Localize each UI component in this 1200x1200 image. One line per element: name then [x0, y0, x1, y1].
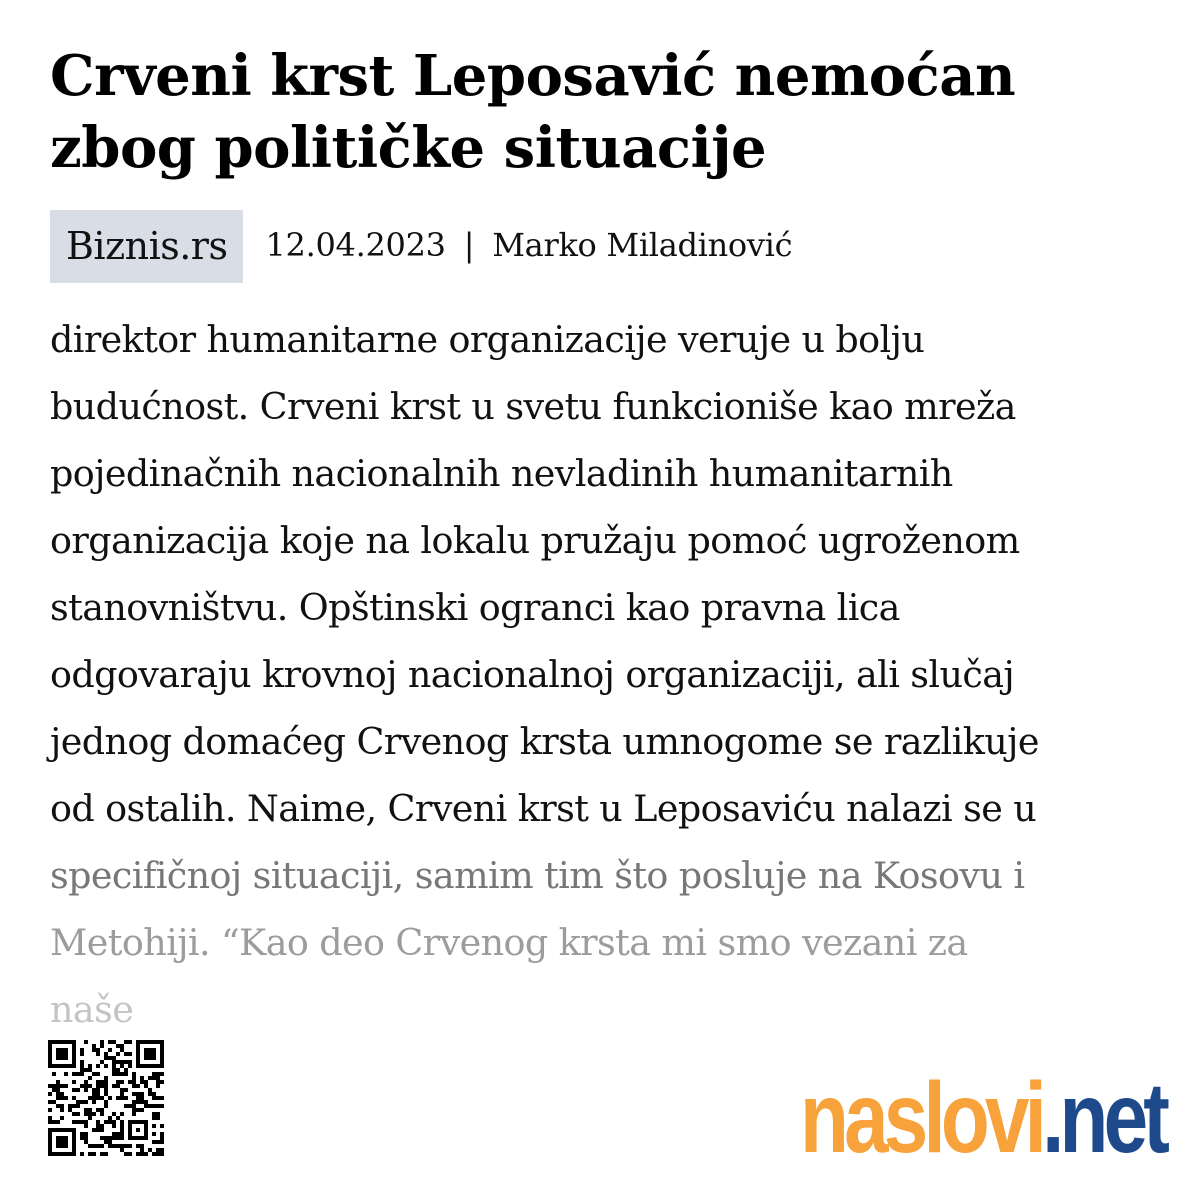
article-meta [50, 210, 792, 283]
logo-text-secondary: .net [1042, 1062, 1166, 1174]
body-line: od ostalih. Naime, Crveni krst u Leposaviću nalazi se u [50, 787, 1037, 830]
publish-date: 12.04.2023 [265, 226, 446, 264]
author-name: Marko Miladinović [492, 226, 793, 264]
body-line: pojedinačnih nacionalnih nevladinih humanitarnih [50, 452, 953, 495]
meta-info [265, 210, 792, 283]
source-badge[interactable]: Biznis.rs [50, 210, 243, 283]
article-body [50, 306, 1150, 1043]
body-line: budućnost. Crveni krst u svetu funkcioniše kao mreža [50, 385, 1016, 428]
qr-code-icon[interactable] [48, 1040, 164, 1156]
body-line: organizacija koje na lokalu pružaju pomoć ugroženom [50, 519, 1020, 562]
body-line: stanovništvu. Opštinski ogranci kao pravna lica [50, 586, 900, 629]
logo-text-primary: naslovi [800, 1062, 1043, 1174]
body-line: odgovaraju krovnoj nacionalnoj organizaciji, ali slučaj [50, 653, 1015, 696]
body-line: specifičnoj situaciji, samim tim što posluje na Kosovu i [50, 854, 1025, 897]
body-line: direktor humanitarne organizacije veruje u bolju [50, 318, 925, 361]
naslovi-logo[interactable] [800, 1058, 1166, 1174]
body-line: jednog domaćeg Crvenog krsta umnogome se razlikuje [50, 720, 1039, 763]
article-title: Crveni krst Leposavić nemoćan zbog političke situacije [50, 43, 1016, 181]
meta-separator: | [463, 226, 475, 264]
body-line: Metohiji. “Kao deo Crvenog krsta mi smo vezani za [50, 921, 968, 964]
body-line: naše [50, 988, 134, 1031]
